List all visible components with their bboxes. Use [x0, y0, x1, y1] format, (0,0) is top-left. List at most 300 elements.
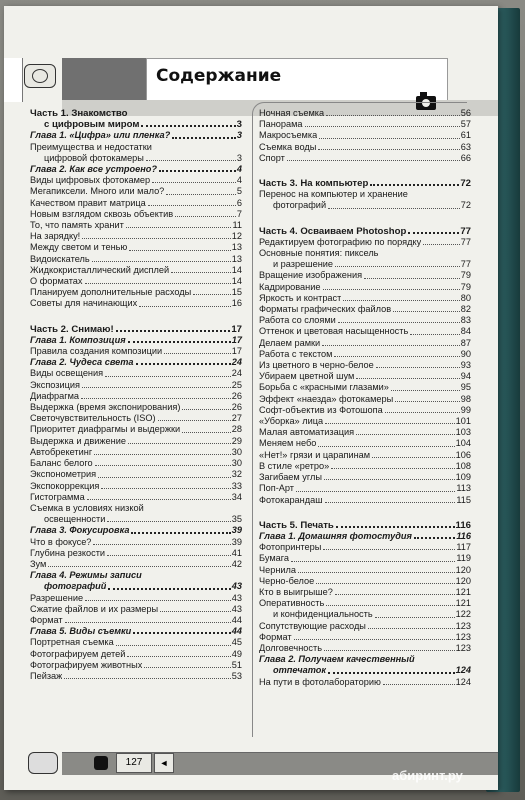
- toc-item-row: [30, 458, 242, 469]
- toc-entry-title: Видоискатель: [30, 253, 90, 264]
- dot-leader: [423, 244, 460, 245]
- toc-item-row: [259, 360, 471, 371]
- dot-leader: [305, 126, 460, 127]
- dot-leader: [82, 387, 231, 388]
- dot-leader: [171, 272, 231, 273]
- toc-entry-title: Фотографируем детей: [30, 648, 126, 659]
- dot-leader: [128, 341, 231, 343]
- toc-page-number: 77: [460, 259, 471, 270]
- toc-item-row: [259, 326, 471, 337]
- toc-item-row: [259, 598, 471, 609]
- toc-entry-title: Поп-Арт: [259, 483, 294, 494]
- dot-leader: [324, 479, 455, 480]
- toc-item-row: [30, 276, 242, 287]
- dot-leader: [81, 398, 231, 399]
- toc-page-number: 13: [231, 253, 242, 264]
- toc-chapter-row: [30, 570, 242, 581]
- dot-leader: [164, 353, 231, 354]
- prev-arrow-icon: ◄: [154, 753, 174, 773]
- toc-entry-title: Приоритет диафрагмы и выдержки: [30, 424, 181, 435]
- dot-leader: [296, 491, 455, 492]
- toc-entry-title: Работа с текстом: [259, 348, 333, 359]
- toc-entry-title: с цифровым миром: [44, 119, 140, 131]
- toc-page-number: 25: [231, 379, 242, 390]
- toc-page-number: 101: [455, 416, 471, 427]
- camera-logo-icon: [24, 64, 56, 88]
- toc-page-number: 57: [460, 119, 471, 130]
- toc-page-number: 30: [231, 446, 242, 457]
- dot-leader: [324, 650, 455, 651]
- toc-item-row: [30, 220, 242, 231]
- toc-page-number: 120: [455, 564, 471, 575]
- toc-right-column: [259, 108, 471, 688]
- dot-leader: [141, 125, 235, 127]
- toc-entry-title: Глава 1. Домашняя фотостудия: [259, 530, 412, 541]
- dot-leader: [356, 378, 459, 379]
- toc-page-number: 87: [460, 337, 471, 348]
- toc-page-number: 106: [455, 449, 471, 460]
- toc-entry-title: Глава 2. Чудеса света: [30, 357, 134, 368]
- dot-leader: [323, 289, 460, 290]
- toc-entry-title: Часть 3. На компьютер: [259, 178, 369, 190]
- dot-leader: [131, 532, 230, 534]
- toc-entry-title: Часть 1. Знакомство: [30, 108, 128, 119]
- toc-entry-title: и разрешение: [273, 259, 334, 270]
- toc-entry-title: Редактируем фотографию по порядку: [259, 236, 422, 247]
- toc-item-row: [30, 175, 242, 186]
- toc-entry-title: Глава 1. Композиция: [30, 334, 126, 345]
- toc-entry-title: Качеством правит матрица: [30, 197, 146, 208]
- toc-page-number: 77: [460, 236, 471, 247]
- dot-leader: [319, 138, 460, 139]
- dot-leader: [148, 205, 236, 206]
- dot-leader: [159, 170, 236, 172]
- dot-leader: [133, 632, 230, 634]
- dot-leader: [291, 561, 455, 562]
- dot-leader: [107, 521, 230, 522]
- toc-item-row: [30, 492, 242, 503]
- toc-item-row: [30, 503, 242, 514]
- toc-entry-title: Эффект «наезда» фотокамеры: [259, 393, 394, 404]
- toc-chapter-row: [30, 130, 242, 141]
- dot-leader: [368, 628, 455, 629]
- toc-chapter-row: [30, 357, 242, 368]
- toc-entry-title: Ночная съемка: [259, 108, 325, 118]
- toc-item-row: [30, 346, 242, 357]
- toc-spacer: [30, 310, 242, 324]
- toc-entry-title: Часть 4. Осваиваем Photoshop: [259, 225, 407, 237]
- toc-part-row: [259, 178, 471, 189]
- toc-entry-title: отпечаток: [273, 665, 327, 676]
- toc-entry-title: Зум: [30, 558, 47, 569]
- toc-page-number: 24: [231, 368, 242, 379]
- toc-left-column: [30, 108, 242, 682]
- page-title: Содержание: [156, 66, 282, 86]
- toc-page-number: 42: [231, 558, 242, 569]
- toc-page-number: 82: [460, 304, 471, 315]
- dot-leader: [193, 294, 231, 295]
- dot-leader: [93, 544, 230, 545]
- toc-item-row: [30, 368, 242, 379]
- dot-leader: [175, 216, 236, 217]
- toc-item-row: [30, 413, 242, 424]
- dot-leader: [146, 160, 236, 161]
- toc-entry-title: Глава 2. Получаем качественный: [259, 654, 415, 665]
- dot-leader: [323, 549, 455, 550]
- book-page: [4, 6, 498, 790]
- toc-page-number: 16: [231, 298, 242, 309]
- toc-entry-title: цифровой фотокамеры: [44, 152, 144, 163]
- toc-item-row: [259, 438, 471, 449]
- toc-entry-title: Советы для начинающих: [30, 298, 138, 309]
- toc-entry-title: Фотопринтеры: [259, 542, 322, 553]
- toc-item-row: [259, 315, 471, 326]
- toc-page-number: 33: [231, 480, 242, 491]
- toc-page-number: 79: [460, 270, 471, 281]
- toc-part-row: [259, 226, 471, 237]
- footer-camera-logo-icon: [28, 752, 58, 774]
- toc-item-row: [259, 427, 471, 438]
- toc-item-row: [259, 130, 471, 141]
- toc-item-row: [259, 142, 471, 153]
- toc-entry-title: Софт-объектив из Фотошопа: [259, 404, 383, 415]
- toc-page-number: 3: [236, 130, 242, 141]
- dot-leader: [92, 261, 231, 262]
- toc-item-row: [259, 450, 471, 461]
- toc-page-number: 94: [460, 371, 471, 382]
- dot-leader: [336, 526, 455, 528]
- toc-page-number: 13: [231, 242, 242, 253]
- toc-page-number: 72: [460, 200, 471, 211]
- dot-leader: [414, 537, 455, 539]
- toc-item-row: [30, 242, 242, 253]
- toc-chapter-row: [30, 335, 242, 346]
- toc-entry-title: Выдержка и движение: [30, 435, 126, 446]
- toc-entry-title: Работа со слоями: [259, 315, 336, 326]
- toc-item-row: [30, 436, 242, 447]
- toc-page-number: 39: [231, 525, 242, 536]
- toc-chapter-row: [30, 525, 242, 536]
- toc-entry-title: Экспозиция: [30, 379, 81, 390]
- dot-leader: [182, 409, 230, 410]
- toc-entry-title: Панорама: [259, 119, 303, 130]
- toc-entry-title: На зарядку!: [30, 231, 81, 242]
- dot-leader: [128, 443, 231, 444]
- toc-item-row: [30, 424, 242, 435]
- toc-part-row: [30, 108, 242, 119]
- toc-page-number: 66: [460, 152, 471, 163]
- toc-item-row: [259, 189, 471, 200]
- dot-leader: [408, 232, 459, 234]
- toc-page-number: 3: [236, 119, 242, 131]
- toc-page-number: 115: [456, 494, 471, 505]
- toc-item-row: [30, 537, 242, 548]
- toc-item-row: [259, 576, 471, 587]
- dot-leader: [172, 137, 236, 139]
- dot-leader: [87, 499, 231, 500]
- dot-leader: [101, 488, 230, 489]
- toc-page-number: 4: [236, 175, 242, 186]
- dot-leader: [343, 300, 459, 301]
- toc-page-number: 44: [231, 626, 242, 637]
- dot-leader: [129, 250, 230, 251]
- toc-item-row: [259, 349, 471, 360]
- toc-entry-title: Спорт: [259, 152, 285, 163]
- toc-page-number: 14: [231, 276, 242, 287]
- toc-spacer: [259, 212, 471, 226]
- toc-item-row: [30, 604, 242, 615]
- toc-entry-title: Загибаем углы: [259, 472, 322, 483]
- toc-item-row: [30, 231, 242, 242]
- toc-page-number: 12: [231, 231, 242, 242]
- dot-leader: [48, 566, 230, 567]
- toc-page-number: 109: [455, 472, 471, 483]
- toc-item-row: [30, 380, 242, 391]
- dot-leader: [393, 311, 460, 312]
- toc-page-number: 32: [231, 469, 242, 480]
- toc-page-number: 103: [455, 427, 471, 438]
- toc-item-row: [259, 304, 471, 315]
- dot-leader: [325, 502, 456, 503]
- toc-entry-title: Из цветного в черно-белое: [259, 360, 374, 371]
- toc-entry-title: Яркость и контраст: [259, 292, 342, 303]
- dot-leader: [364, 278, 460, 279]
- toc-item-row: [259, 153, 471, 164]
- toc-page-number: 83: [460, 315, 471, 326]
- toc-page-number: 53: [231, 670, 242, 681]
- toc-page-number: 45: [231, 637, 242, 648]
- toc-entry-title: Оперативность: [259, 598, 325, 609]
- toc-item-row: [259, 542, 471, 553]
- toc-entry-title: Сопутствующие расходы: [259, 620, 366, 631]
- toc-item-row: [259, 609, 471, 620]
- dot-leader: [318, 149, 459, 150]
- dot-leader: [328, 208, 460, 209]
- toc-item-row: [259, 643, 471, 654]
- toc-entry-title: Глава 3. Фокусировка: [30, 525, 130, 536]
- dot-leader: [372, 457, 455, 458]
- toc-page-number: 43: [231, 581, 242, 592]
- toc-item-row: [259, 237, 471, 248]
- toc-page-number: 43: [231, 603, 242, 614]
- toc-page-number: 7: [236, 208, 242, 219]
- toc-entry-title: Новым взглядом сквозь объектив: [30, 208, 174, 219]
- toc-entry-title: Светочувствительность (ISO): [30, 413, 156, 424]
- toc-page-number: 26: [231, 390, 242, 401]
- toc-item-row: [30, 447, 242, 458]
- toc-page-number: 123: [455, 642, 471, 653]
- toc-page-number: 17: [231, 346, 242, 357]
- dot-leader: [127, 656, 230, 657]
- toc-entry-title: Черно-белое: [259, 575, 315, 586]
- toc-item-row: [30, 514, 242, 525]
- toc-item-row: [30, 402, 242, 413]
- toc-page-number: 121: [455, 598, 471, 609]
- toc-item-row: [30, 209, 242, 220]
- toc-item-row: [259, 405, 471, 416]
- toc-entry-title: «Нет!» грязи и царапинам: [259, 449, 371, 460]
- toc-page-number: 11: [232, 220, 242, 231]
- toc-page-number: 4: [236, 164, 242, 175]
- toc-page-number: 63: [460, 141, 471, 152]
- dot-leader: [287, 160, 460, 161]
- toc-item-row: [259, 416, 471, 427]
- toc-page-number: 122: [455, 609, 471, 620]
- dot-leader: [160, 611, 231, 612]
- dot-leader: [375, 617, 455, 618]
- toc-item-row: [259, 632, 471, 643]
- toc-entry-title: Часть 5. Печать: [259, 519, 334, 531]
- dot-leader: [328, 672, 455, 674]
- toc-entry-title: Виды освещения: [30, 368, 104, 379]
- toc-chapter-row: [30, 626, 242, 637]
- toc-item-row: [30, 142, 242, 153]
- dot-leader: [107, 555, 231, 556]
- dot-leader: [94, 454, 231, 455]
- dot-leader: [105, 376, 231, 377]
- dot-leader: [166, 194, 236, 195]
- toc-page-number: 24: [231, 357, 242, 368]
- toc-entry-title: Долговечность: [259, 642, 322, 653]
- toc-entry-title: Портретная съемка: [30, 637, 114, 648]
- toc-chapter-row: [30, 164, 242, 175]
- toc-entry-title: Перенос на компьютер и хранение: [259, 189, 408, 200]
- toc-entry-title: «Уборка» лица: [259, 416, 324, 427]
- toc-entry-title: Пейзаж: [30, 670, 63, 681]
- toc-entry-title: Съемка в условиях низкой: [30, 502, 144, 513]
- dot-leader: [182, 432, 231, 433]
- toc-entry-title: Формат: [259, 631, 292, 642]
- toc-item-row: [259, 587, 471, 598]
- toc-entry-title: Форматы графических файлов: [259, 304, 392, 315]
- dot-leader: [139, 306, 231, 307]
- dot-leader: [85, 283, 231, 284]
- header-gray-bar: [62, 58, 146, 100]
- toc-page-number: 27: [231, 413, 242, 424]
- toc-page-number: 49: [231, 648, 242, 659]
- toc-chapter-row: [259, 665, 471, 676]
- toc-item-row: [30, 287, 242, 298]
- dot-leader: [158, 420, 231, 421]
- toc-entry-title: Между светом и тенью: [30, 242, 128, 253]
- toc-entry-title: Чернила: [259, 564, 297, 575]
- toc-entry-title: Сжатие файлов и их размеры: [30, 603, 159, 614]
- toc-item-row: [259, 472, 471, 483]
- toc-page-number: 34: [231, 491, 242, 502]
- toc-entry-title: Вращение изображения: [259, 270, 363, 281]
- dot-leader: [334, 356, 459, 357]
- toc-page-number: 98: [460, 393, 471, 404]
- toc-item-row: [259, 621, 471, 632]
- dot-leader: [116, 330, 231, 332]
- dot-leader: [356, 434, 455, 435]
- toc-chapter-row: [259, 654, 471, 665]
- dot-leader: [65, 622, 231, 623]
- toc-item-row: [30, 660, 242, 671]
- toc-page-number: 113: [456, 483, 471, 494]
- toc-entry-title: и конфиденциальность: [273, 609, 373, 620]
- toc-page-number: 17: [231, 323, 242, 335]
- dot-leader: [85, 600, 231, 601]
- toc-entry-title: Глубина резкости: [30, 547, 106, 558]
- toc-page-number: 108: [455, 460, 471, 471]
- toc-page-number: 72: [460, 178, 471, 190]
- dot-leader: [338, 322, 460, 323]
- toc-entry-title: фотографий: [44, 581, 107, 592]
- toc-entry-title: Основные понятия: пиксель: [259, 248, 379, 259]
- dot-leader: [64, 678, 230, 679]
- toc-entry-title: Жидкокристаллический дисплей: [30, 264, 170, 275]
- toc-item-row: [259, 338, 471, 349]
- dot-leader: [410, 334, 459, 335]
- toc-page-number: 44: [231, 614, 242, 625]
- dot-leader: [376, 367, 460, 368]
- toc-page-number: 116: [455, 519, 471, 531]
- toc-page-number: 61: [460, 130, 471, 141]
- toc-entry-title: Формат: [30, 614, 63, 625]
- toc-spacer: [259, 506, 471, 520]
- toc-item-row: [259, 677, 471, 688]
- dot-leader: [152, 182, 236, 183]
- toc-entry-title: Баланс белого: [30, 458, 93, 469]
- dot-leader: [326, 605, 454, 606]
- page-number: 127: [116, 753, 152, 773]
- toc-page-number: 84: [460, 326, 471, 337]
- toc-entry-title: Что в фокусе?: [30, 536, 92, 547]
- toc-page-number: 124: [455, 665, 471, 676]
- toc-entry-title: Выдержка (время экспонирования): [30, 402, 181, 413]
- toc-entry-title: Убираем цветной шум: [259, 371, 355, 382]
- toc-entry-title: Разрешение: [30, 592, 84, 603]
- toc-entry-title: Автобрекетинг: [30, 446, 93, 457]
- toc-entry-title: Макросъемка: [259, 130, 318, 141]
- toc-entry-title: Экспокоррекция: [30, 480, 100, 491]
- toc-entry-title: Оттенок и цветовая насыщенность: [259, 326, 409, 337]
- toc-entry-title: фотографий: [273, 200, 327, 211]
- toc-entry-title: Борьба с «красными глазами»: [259, 382, 389, 393]
- toc-entry-title: Правила создания композиции: [30, 346, 163, 357]
- dot-leader: [395, 401, 460, 402]
- toc-page-number: 28: [231, 424, 242, 435]
- toc-page-number: 3: [236, 152, 242, 163]
- dot-leader: [326, 115, 460, 116]
- toc-item-row: [259, 248, 471, 259]
- dot-leader: [108, 588, 230, 590]
- toc-item-row: [259, 565, 471, 576]
- toc-page-number: 26: [231, 402, 242, 413]
- toc-entry-title: Мегапиксели. Много или мало?: [30, 186, 165, 197]
- toc-page-number: 39: [231, 536, 242, 547]
- toc-entry-title: Глава 4. Режимы записи: [30, 570, 142, 581]
- toc-page-number: 117: [456, 542, 471, 553]
- dot-leader: [144, 667, 230, 668]
- toc-page-number: 93: [460, 360, 471, 371]
- toc-page-number: 124: [455, 676, 471, 687]
- toc-item-row: [30, 637, 242, 648]
- toc-entry-title: В стиле «ретро»: [259, 460, 330, 471]
- toc-item-row: [30, 481, 242, 492]
- dot-leader: [391, 390, 460, 391]
- dot-leader: [322, 345, 460, 346]
- toc-entry-title: Диафрагма: [30, 390, 80, 401]
- toc-item-row: [30, 254, 242, 265]
- toc-item-row: [30, 469, 242, 480]
- toc-page-number: 121: [455, 586, 471, 597]
- toc-entry-title: Часть 2. Снимаю!: [30, 323, 114, 335]
- dot-leader: [116, 645, 231, 646]
- toc-entry-title: Глава 1. «Цифра» или пленка?: [30, 130, 171, 141]
- toc-item-row: [259, 382, 471, 393]
